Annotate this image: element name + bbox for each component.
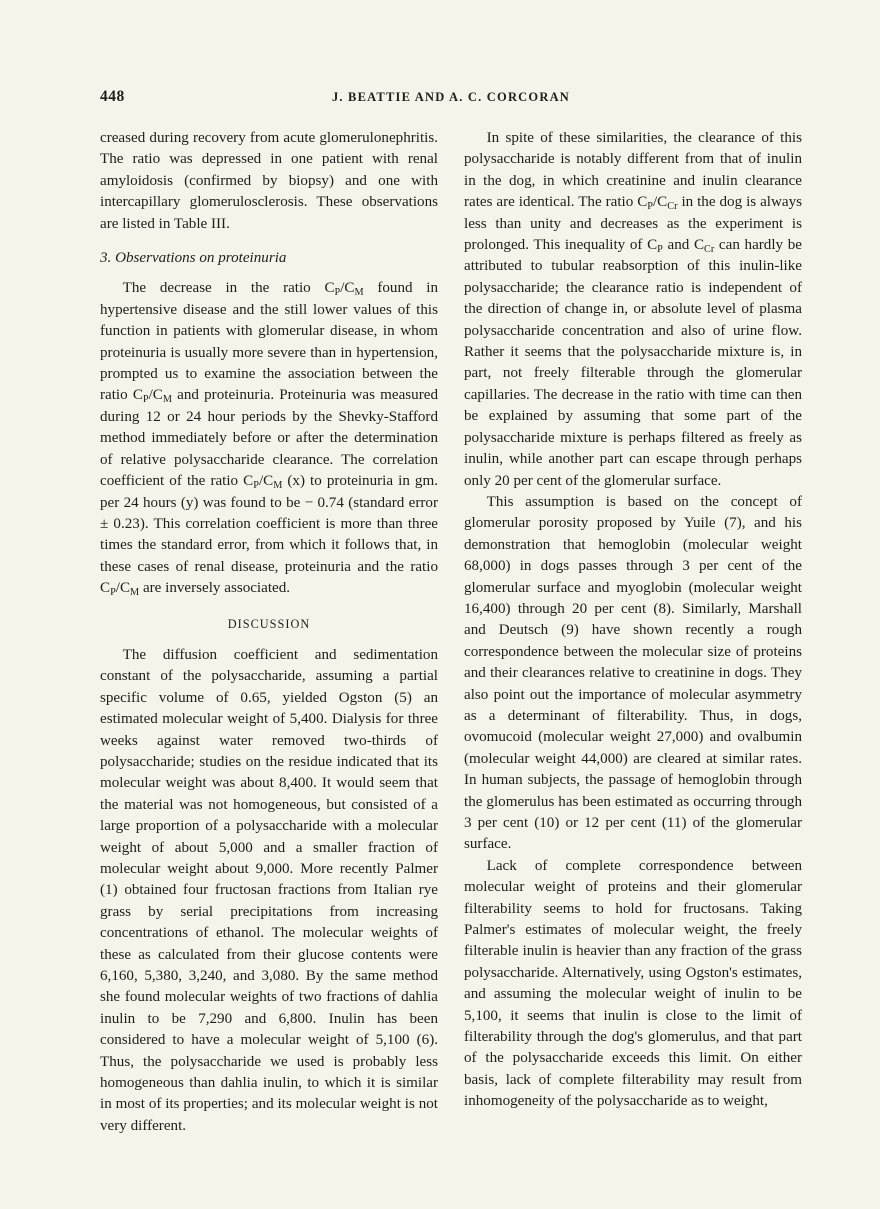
page-header (100, 88, 802, 110)
paragraph-filterability: Lack of complete correspondence between molecular weight of proteins and their glomerular filterability seems to hold for fructosans. Taking Palmer's estimates of molecular weight, the freely filterable inulin is heavier than any fraction of the grass polysaccharide. Alternatively, using Ogston's estimates, and assuming the molecular weight of inulin to be 5,100, it seems that inulin is close to the limit of filterability through the dog's glomerulus, and that part of the polysaccharide exceeds this limit. On either basis, lack of complete filterability may result from inhomogeneity of the polysaccharide as to weight, (464, 857, 802, 1110)
paragraph-discussion: The diffusion coefficient and sedimentation constant of the polysaccharide, assuming a partial specific volume of 0.65, yielded Ogston (5) an estimated molecular weight of 5,400. Dialysis for three weeks against water removed two-thirds of polysaccharide; studies on the residue indicated that its molecular weight was about 8,400. It would seem that the material was not homogeneous, but consisted of a large proportion of a polysaccharide with a molecular weight of about 5,000 and a smaller fraction of molecular weight about 9,000. More recently Palmer (1) obtained four fructosan fractions from Italian rye grass by serial precipitations from increasing concentrations of ethanol. The molecular weights of these as calculated from their glucose contents were 6,160, 5,380, 3,240, and 3,080. By the same method she found molecular weights of two fractions of dahlia inulin to be 7,290 and 6,800. Inulin has been considered to have a molecular weight of 5,100 (6). Thus, the polysaccharide we used is probably less homogeneous than dahlia inulin, to which it is similar in most of its properties; and its molecular weight is not very different. (100, 646, 438, 1134)
paragraph-continuation: creased during recovery from acute glomerulonephritis. The ratio was depressed in one patient with renal amyloidosis (confirmed by biopsy) and one with intercapillary glomerulosclerosis. These observations are listed in Table III. (100, 130, 438, 232)
paragraph-proteinuria: The decrease in the ratio $C_P/C_M$ found in hypertensive disease and the still lower values of this function in patients with glomerular disease, in whom proteinuria is usually more severe than in hypertension, prompted us to examine the association between the ratio $C_P/C_M$ and proteinuria. Proteinuria was measured during 12 or 24 hour periods by the Shevky-Stafford method immediately before or after the determination of relative polysaccharide clearance. The correlation coefficient of the ratio $C_P/C_M$ (x) to proteinuria in gm. per 24 hours (y) was found to be − 0.74 (standard error ± 0.23). This correlation coefficient is more than three times the standard error, from which it follows that, in these cases of renal disease, proteinuria and the ratio $C_P/C_M$ are inversely associated. (100, 280, 438, 598)
section-heading-proteinuria: 3. Observations on proteinuria (100, 250, 287, 267)
two-column-body (100, 128, 802, 1137)
right-column (464, 128, 802, 1137)
section-heading-discussion: DISCUSSION (227, 616, 311, 631)
left-column (100, 128, 438, 1137)
running-head: J. BEATTIE AND A. C. CORCORAN (331, 90, 571, 104)
page-number: 448 (100, 88, 125, 105)
paragraph-assumption: This assumption is based on the concept of glomerular porosity proposed by Yuile (7), and his demonstration that hemoglobin (molecular weight 68,000) in dogs passes through 3 per cent of the glomerular surface and myoglobin (molecular weight 16,400) through 20 per cent (8). Similarly, Marshall and Deutsch (9) have shown recently a rough correspondence between the molecular size of proteins and their clearances relative to creatinine in dogs. They also point out the importance of molecular asymmetry as a determinant of filterability. Thus, in dogs, ovomucoid (molecular weight 27,000) and ovalbumin (molecular weight 44,000) are cleared at similar rates. In human subjects, the passage of hemoglobin through the glomerulus has been estimated as occurring through 3 per cent (10) or 12 per cent (11) of the glomerular surface. (464, 493, 802, 853)
paragraph-similarities: In spite of these similarities, the clearance of this polysaccharide is notably different from that of inulin in the dog, in which creatinine and inulin clearance rates are identical. The ratio $C_P/C_{Cr}$ in the dog is always less than unity and decreases as the experiment is prolonged. This inequality of $C_P$ and $C_{Cr}$ can hardly be attributed to tubular reabsorption of this inulin-like polysaccharide; the clearance ratio is independent of the direction of change in, or absolute level of plasma polysaccharide concentration and also of urine flow. Rather it seems that the polysaccharide mixture is, in part, not freely filterable through the glomerular capillaries. The decrease in the ratio with time can then be explained by assuming that some part of the polysaccharide mixture is perhaps filtered as freely as inulin, while another part can escape through perhaps only 20 per cent of the glomerular surface. (464, 130, 802, 489)
